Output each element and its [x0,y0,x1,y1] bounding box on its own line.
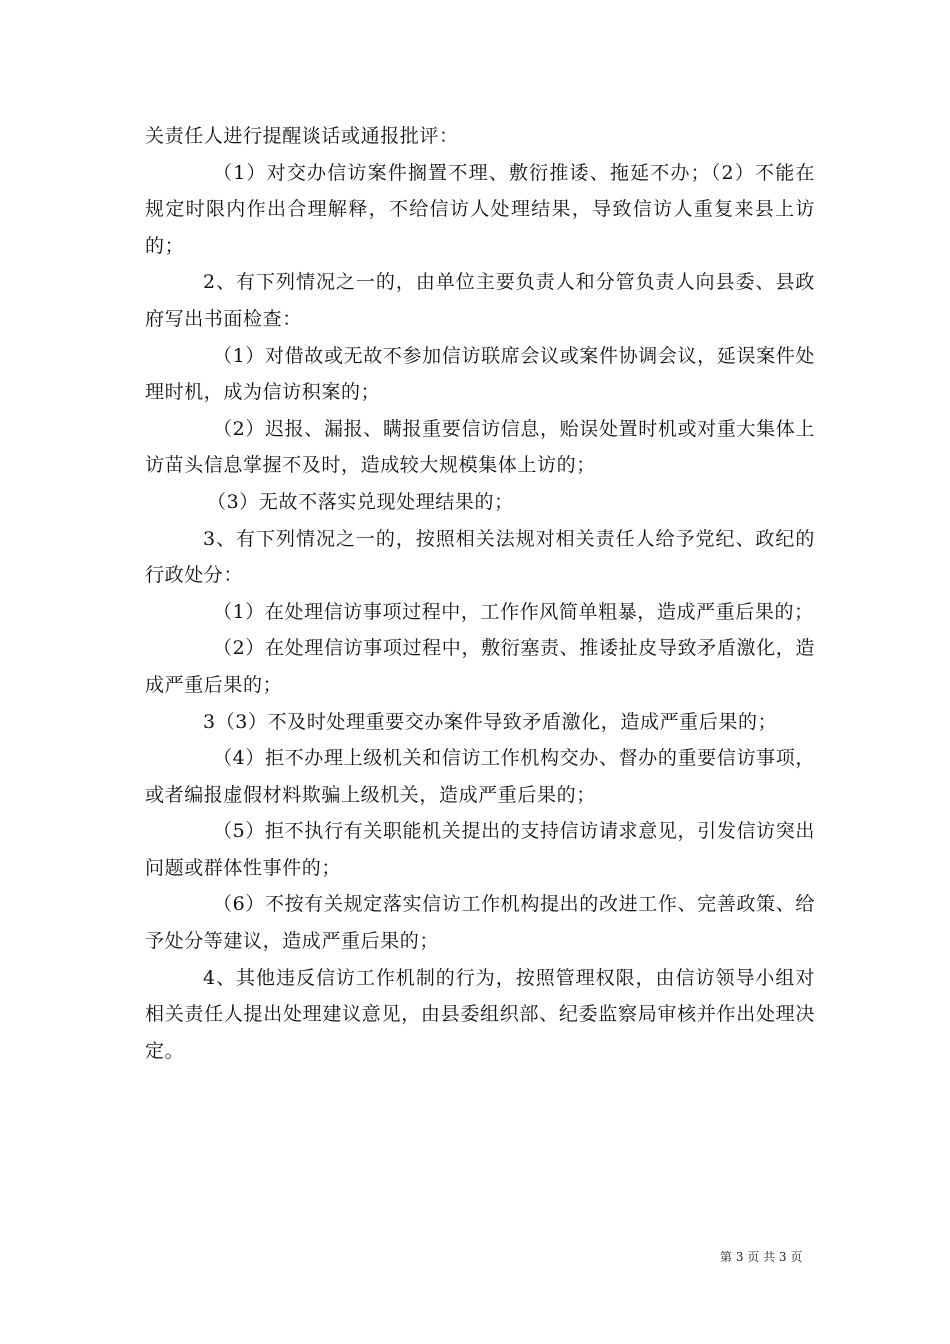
paragraph: （4）拒不办理上级机关和信访工作机构交办、督办的重要信访事项，或者编报虚假材料欺骗上级机关，造成严重后果的； [145,747,815,806]
paragraph: （2）迟报、漏报、瞒报重要信访信息，贻误处置时机或对重大集体上访苗头信息掌握不及时，造成较大规模集体上访的； [145,417,815,477]
paragraph: （2）在处理信访事项过程中，敷衍塞责、推诿扯皮导致矛盾激化，造成严重后果的； [145,637,815,696]
paragraph: 关责任人进行提醒谈话或通报批评： [145,125,459,147]
paragraph: 3、有下列情况之一的，按照相关法规对相关责任人给予党纪、政纪的行政处分： [145,527,815,587]
paragraph: 4、其他违反信访工作机制的行为，按照管理权限，由信访领导小组对相关责任人提出处理建议意见，由县委组织部、纪委监察局审核并作出处理决定。 [145,966,815,1062]
paragraph: （5）拒不执行有关职能机关提出的支持信访请求意见，引发信访突出问题或群体性事件的； [145,820,815,879]
document-body [145,118,815,1069]
paragraph: （1）在处理信访事项过程中，工作作风简单粗暴，造成严重后果的； [213,600,814,623]
paragraph: （1）对借故或无故不参加信访联席会议或案件协调会议，延误案件处理时机，成为信访积案的； [145,344,815,404]
paragraph: （1）对交办信访案件搁置不理、敷衍推诿、拖延不办；（2）不能在规定时限内作出合理解释，不给信访人处理结果，导致信访人重复来县上访的； [145,161,815,257]
page-number-footer: 第 3 页 共 3 页 [720,1250,803,1264]
paragraph: （3）无故不落实兑现处理结果的； [207,490,514,513]
paragraph: （6）不按有关规定落实信访工作机构提出的改进工作、完善政策、给予处分等建议，造成严重后果的； [145,893,815,953]
paragraph: 3（3）不及时处理重要交办案件导致矛盾激化，造成严重后果的； [203,710,778,733]
paragraph: 2、有下列情况之一的，由单位主要负责人和分管负责人向县委、县政府写出书面检查： [145,271,815,330]
